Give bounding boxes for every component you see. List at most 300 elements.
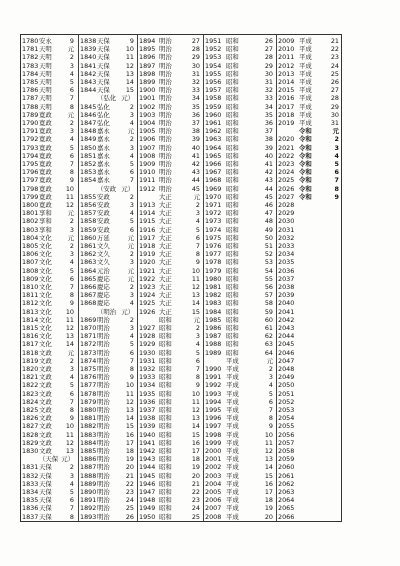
table-row — [21, 398, 77, 406]
table-row — [277, 144, 342, 152]
table-row — [79, 267, 137, 275]
table-row — [277, 431, 342, 439]
table-row — [79, 357, 137, 365]
table-row — [21, 291, 77, 299]
era-year-cell: 13 — [65, 332, 74, 341]
year-cell: 1796 — [22, 168, 39, 177]
year-cell: 1874 — [80, 356, 97, 365]
table-row — [204, 504, 276, 512]
table-row — [277, 381, 342, 389]
era-cell: 昭和 — [226, 291, 239, 300]
table-row — [138, 504, 203, 512]
era-year-cell: 5 — [195, 348, 200, 357]
era-year-cell: 30 — [191, 61, 200, 70]
era-year-cell: 12 — [191, 406, 200, 414]
table-row — [79, 250, 137, 258]
era-year-cell: 元 — [127, 127, 134, 136]
era-cell: 令和 — [299, 176, 312, 185]
era-cell: 平成 — [299, 53, 312, 62]
year-cell: 1825 — [22, 406, 39, 414]
era-year-cell: 13 — [125, 69, 134, 78]
era-year-cell: 17 — [191, 447, 200, 455]
era-cell: 明治 — [97, 348, 110, 357]
table-row — [79, 193, 137, 201]
era-year-cell: 10 — [125, 45, 134, 54]
era-cell: 令和 — [299, 127, 312, 136]
year-cell: 1969 — [205, 184, 222, 193]
era-year-cell: 6 — [69, 151, 74, 160]
year-cell: 1926 — [139, 307, 156, 316]
era-cell: 明治 — [159, 45, 172, 54]
era-cell: 明治 — [159, 168, 172, 177]
year-cell: 1898 — [139, 69, 156, 78]
table-row — [138, 414, 203, 422]
era-year-cell: 14 — [65, 340, 74, 349]
table-row — [138, 299, 203, 307]
table-row — [138, 226, 203, 234]
era-year-cell: 49 — [264, 225, 273, 234]
year-cell: 2019 — [278, 119, 295, 127]
year-cell: 1788 — [22, 102, 39, 111]
era-cell: 平成 — [226, 406, 239, 414]
year-cell: 1814 — [22, 315, 39, 324]
era-cell: 寛政 — [39, 168, 52, 177]
table-row — [138, 111, 203, 119]
year-cell: 1885 — [80, 447, 97, 455]
table-row — [204, 414, 276, 422]
era-year-cell: 11 — [65, 430, 74, 439]
year-cell: 1817 — [22, 340, 39, 349]
year-cell: 1947 — [139, 488, 156, 496]
year-cell: 1972 — [205, 209, 222, 218]
table-row — [138, 308, 203, 316]
year-cell: 1857 — [80, 209, 97, 218]
era-year-cell: 13 — [191, 414, 200, 423]
table-row — [204, 299, 276, 307]
era-cell: 天明 — [39, 94, 52, 103]
era-year-cell: 6 — [129, 348, 134, 357]
table-row — [138, 398, 203, 406]
era-year-cell: 35 — [191, 102, 200, 111]
era-cell: 大正 — [159, 283, 172, 291]
era-cell: 昭和 — [226, 348, 239, 357]
era-year-cell: 44 — [264, 184, 273, 193]
table-row — [204, 365, 276, 373]
year-cell: 2037 — [278, 274, 295, 283]
year-cell: 1916 — [139, 225, 156, 234]
era-cell: 明治 — [97, 430, 110, 439]
era-year-cell: 13 — [264, 455, 273, 464]
era-cell: 文化 — [39, 332, 52, 341]
year-cell: 2012 — [278, 61, 295, 70]
era-cell: 文政 — [39, 373, 52, 382]
table-row — [138, 406, 203, 414]
table-row — [138, 365, 203, 373]
era-cell: 大正 — [159, 209, 172, 218]
year-cell: 2008 — [205, 512, 222, 521]
year-cell: 2050 — [278, 381, 295, 390]
era-cell: 令和 — [299, 168, 312, 177]
table-row — [277, 86, 342, 94]
year-cell: 1855 — [80, 192, 97, 201]
era-year-cell: 11 — [191, 274, 200, 283]
era-cell: 昭和 — [226, 168, 239, 177]
year-cell: 1988 — [205, 340, 222, 349]
year-cell: 1953 — [205, 53, 222, 62]
era-cell: 平成 — [299, 78, 312, 86]
era-year-cell: 3 — [129, 324, 134, 332]
table-row — [79, 488, 137, 496]
table-row — [138, 62, 203, 70]
table-row — [138, 185, 203, 193]
table-row — [79, 291, 137, 299]
year-cell: 2053 — [278, 406, 295, 414]
era-cell: 安政 — [97, 192, 110, 201]
era-cell: 平成 — [299, 61, 312, 70]
era-cell: 文政 — [39, 348, 52, 357]
era-year-cell: 20 — [125, 463, 134, 472]
era-year-cell: 18 — [125, 447, 134, 455]
era-year-cell: 元 — [127, 274, 134, 283]
year-cell: 1829 — [22, 438, 39, 447]
year-cell: 1860 — [80, 233, 97, 242]
era-year-cell: 11 — [191, 397, 200, 406]
era-year-cell: 30 — [264, 69, 273, 78]
era-cell: 天保 — [39, 504, 52, 513]
year-cell: 1842 — [80, 69, 97, 78]
year-cell: 1918 — [139, 242, 156, 250]
era-cell: （弘化 — [97, 94, 117, 103]
era-year-cell: 5 — [69, 266, 74, 275]
era-year-cell: 9 — [129, 37, 134, 45]
era-year-cell: 28 — [330, 94, 339, 103]
table-row — [21, 226, 77, 234]
year-cell: 1893 — [80, 512, 97, 521]
era-year-cell: 元 — [127, 233, 134, 242]
era-cell: 昭和 — [159, 381, 172, 390]
year-cell: 2028 — [278, 201, 295, 209]
era-year-cell: 元 — [67, 110, 74, 119]
year-cell: 1974 — [205, 225, 222, 234]
era-cell: 令和 — [299, 160, 312, 168]
era-year-cell: 32 — [191, 78, 200, 86]
era-year-cell: 5 — [334, 160, 339, 168]
year-cell: 2042 — [278, 315, 295, 324]
table-row — [138, 373, 203, 381]
year-cell: 1996 — [205, 414, 222, 423]
year-cell: 1792 — [22, 135, 39, 144]
era-year-cell: 4 — [69, 135, 74, 144]
era-year-cell: 6 — [334, 168, 339, 177]
year-cell: 1977 — [205, 250, 222, 259]
era-year-cell: 31 — [264, 78, 273, 86]
era-cell: 明治 — [97, 356, 110, 365]
era-cell: 寛政 — [39, 184, 52, 193]
table-row — [21, 472, 77, 480]
table-row — [204, 406, 276, 414]
table-row — [21, 488, 77, 496]
era-cell: 寛政 — [39, 151, 52, 160]
table-row — [277, 316, 342, 324]
table-row — [138, 70, 203, 78]
table-row — [204, 283, 276, 291]
year-cell: 1986 — [205, 324, 222, 332]
era-cell: 天明 — [39, 45, 52, 54]
year-cell: 1980 — [205, 274, 222, 283]
table-row — [21, 373, 77, 381]
era-year-cell: 4 — [69, 373, 74, 382]
year-cell: 1928 — [139, 332, 156, 341]
era-year-cell: 22 — [191, 488, 200, 496]
era-year-cell: 2 — [334, 135, 339, 144]
table-row — [204, 78, 276, 86]
year-cell: 1851 — [80, 151, 97, 160]
era-year-cell: 3 — [69, 365, 74, 373]
table-row — [138, 78, 203, 86]
year-cell: 1849 — [80, 135, 97, 144]
era-cell: 昭和 — [159, 455, 172, 464]
year-cell: 1881 — [80, 414, 97, 423]
year-cell: 2054 — [278, 414, 295, 423]
table-row — [277, 45, 342, 53]
year-cell: 1801 — [22, 209, 39, 218]
table-row — [204, 267, 276, 275]
era-cell: 平成 — [226, 455, 239, 464]
table-row — [204, 381, 276, 389]
era-cell: 明治 — [159, 37, 172, 45]
era-cell: 令和 — [299, 192, 312, 201]
year-cell: 2006 — [205, 496, 222, 505]
year-cell: 1818 — [22, 348, 39, 357]
table-column — [137, 35, 203, 521]
year-cell: 1962 — [205, 127, 222, 136]
era-year-cell: 13 — [65, 447, 74, 455]
year-cell: 1964 — [205, 143, 222, 152]
year-cell: 1903 — [139, 110, 156, 119]
era-year-cell: 10 — [65, 307, 74, 316]
year-cell: 1944 — [139, 463, 156, 472]
table-row — [79, 299, 137, 307]
era-cell: 昭和 — [226, 176, 239, 185]
era-cell: 令和 — [299, 143, 312, 152]
era-year-cell: 2 — [195, 201, 200, 209]
year-cell: 1871 — [80, 332, 97, 341]
year-cell: 2052 — [278, 397, 295, 406]
era-year-cell: 14 — [125, 78, 134, 86]
year-cell: 2065 — [278, 504, 295, 513]
era-cell: 文化 — [39, 291, 52, 300]
era-cell: 文化 — [39, 324, 52, 332]
era-cell: 大正 — [159, 201, 172, 209]
era-year-cell: 22 — [125, 479, 134, 488]
table-row — [21, 406, 77, 414]
table-row — [138, 160, 203, 168]
year-cell: 2007 — [205, 504, 222, 513]
era-cell: 平成 — [226, 414, 239, 423]
era-cell: 昭和 — [226, 102, 239, 111]
era-cell: 天保 — [39, 471, 52, 480]
era-year-cell: 2 — [268, 365, 273, 373]
era-cell: 天保 — [39, 479, 52, 488]
table-row — [79, 439, 137, 447]
table-row — [21, 127, 77, 135]
era-cell: （天保 — [39, 455, 59, 464]
year-cell: 1864 — [80, 266, 97, 275]
table-row — [79, 381, 137, 389]
table-row — [21, 447, 77, 455]
table-row — [138, 37, 203, 45]
era-year-cell: 61 — [264, 324, 273, 332]
era-year-cell: 9 — [69, 176, 74, 185]
era-year-cell: 24 — [125, 496, 134, 505]
era-cell: 天明 — [39, 102, 52, 111]
year-cell: 2062 — [278, 479, 295, 488]
table-row — [21, 53, 77, 61]
table-row — [138, 152, 203, 160]
year-cell: 2051 — [278, 389, 295, 398]
year-cell: 1856 — [80, 201, 97, 209]
year-cell: 1826 — [22, 414, 39, 423]
table-row — [21, 299, 77, 307]
year-cell: 2001 — [205, 455, 222, 464]
table-row — [79, 234, 137, 242]
table-row — [21, 152, 77, 160]
year-cell: 2025 — [278, 176, 295, 185]
era-year-cell: 2 — [195, 324, 200, 332]
table-row — [79, 472, 137, 480]
era-cell: 昭和 — [159, 324, 172, 332]
table-row — [204, 94, 276, 102]
era-year-cell: 8 — [69, 291, 74, 300]
era-cell: 昭和 — [226, 225, 239, 234]
era-year-cell: 6 — [268, 397, 273, 406]
era-year-cell: 11 — [65, 315, 74, 324]
table-row — [79, 431, 137, 439]
era-year-cell: 25 — [330, 69, 339, 78]
table-row — [21, 431, 77, 439]
year-cell: 1831 — [22, 463, 39, 472]
era-cell: 弘化 — [97, 119, 110, 127]
era-year-cell: 3 — [268, 373, 273, 382]
era-cell: 大正 — [159, 258, 172, 267]
era-cell: 昭和 — [226, 184, 239, 193]
era-year-cell: 54 — [264, 266, 273, 275]
year-cell: 1876 — [80, 373, 97, 382]
year-cell: 1963 — [205, 135, 222, 144]
era-cell: 平成 — [299, 69, 312, 78]
table-row — [277, 111, 342, 119]
year-cell: 1973 — [205, 217, 222, 226]
table-row — [21, 201, 77, 209]
table-row — [138, 193, 203, 201]
era-cell: 大正 — [159, 225, 172, 234]
era-year-cell: 7 — [69, 94, 74, 103]
era-year-cell: 5 — [268, 389, 273, 398]
year-cell: 1808 — [22, 266, 39, 275]
era-year-cell: 44 — [191, 176, 200, 185]
table-row — [204, 258, 276, 266]
era-cell: 令和 — [299, 184, 312, 193]
era-cell: 平成 — [299, 119, 312, 127]
era-cell: 明治 — [97, 496, 110, 505]
table-row — [138, 422, 203, 430]
era-year-cell: 15 — [125, 86, 134, 95]
table-row — [138, 119, 203, 127]
era-cell: 天保 — [97, 61, 110, 70]
era-cell: 平成 — [226, 397, 239, 406]
era-year-cell: 3 — [69, 61, 74, 70]
table-row — [79, 78, 137, 86]
era-year-cell: 38 — [264, 135, 273, 144]
table-row — [138, 332, 203, 340]
table-row — [138, 480, 203, 488]
year-cell: 1782 — [22, 53, 39, 62]
year-cell: 1843 — [80, 78, 97, 86]
era-cell: （安政 — [97, 184, 117, 193]
era-cell: 平成 — [226, 356, 239, 365]
era-year-cell: 3 — [69, 225, 74, 234]
table-row — [204, 185, 276, 193]
table-row — [21, 185, 77, 193]
era-year-cell: 36 — [191, 110, 200, 119]
year-cell: 2038 — [278, 283, 295, 291]
table-row — [204, 349, 276, 357]
era-year-cell: 18 — [191, 455, 200, 464]
year-cell: 1961 — [205, 119, 222, 127]
era-cell: 文政 — [39, 356, 52, 365]
year-cell: 1859 — [80, 225, 97, 234]
table-row — [277, 463, 342, 471]
year-cell: 1783 — [22, 61, 39, 70]
era-cell: 昭和 — [159, 430, 172, 439]
year-cell: 1835 — [22, 496, 39, 505]
year-cell: 1936 — [139, 397, 156, 406]
era-year-cell: 15 — [191, 307, 200, 316]
year-cell: 1880 — [80, 406, 97, 414]
era-year-cell: 23 — [125, 488, 134, 496]
table-row — [277, 168, 342, 176]
year-cell: 2035 — [278, 258, 295, 267]
era-year-cell: 33 — [191, 86, 200, 95]
year-cell: 1888 — [80, 471, 97, 480]
table-column — [276, 35, 342, 521]
era-year-cell: 12 — [65, 438, 74, 447]
era-year-cell: 9 — [69, 37, 74, 45]
year-cell: 1937 — [139, 406, 156, 414]
table-row — [21, 193, 77, 201]
year-cell: 1886 — [80, 455, 97, 464]
table-row — [79, 283, 137, 291]
era-year-cell: 39 — [264, 143, 273, 152]
table-row — [277, 324, 342, 332]
table-row — [79, 447, 137, 455]
year-cell: 1790 — [22, 119, 39, 127]
year-cell: 2048 — [278, 365, 295, 373]
era-cell: 昭和 — [159, 356, 172, 365]
year-cell: 1952 — [205, 45, 222, 54]
era-cell: 明治 — [159, 119, 172, 127]
era-cell: 平成 — [226, 447, 239, 455]
era-cell: 慶応 — [97, 274, 110, 283]
era-year-cell: 2 — [69, 217, 74, 226]
era-cell: 昭和 — [226, 299, 239, 308]
era-cell: 平成 — [226, 438, 239, 447]
era-year-cell: 37 — [191, 119, 200, 127]
era-year-cell: 21 — [191, 479, 200, 488]
era-year-cell: 3 — [195, 332, 200, 341]
table-row — [79, 373, 137, 381]
era-cell: 昭和 — [226, 69, 239, 78]
